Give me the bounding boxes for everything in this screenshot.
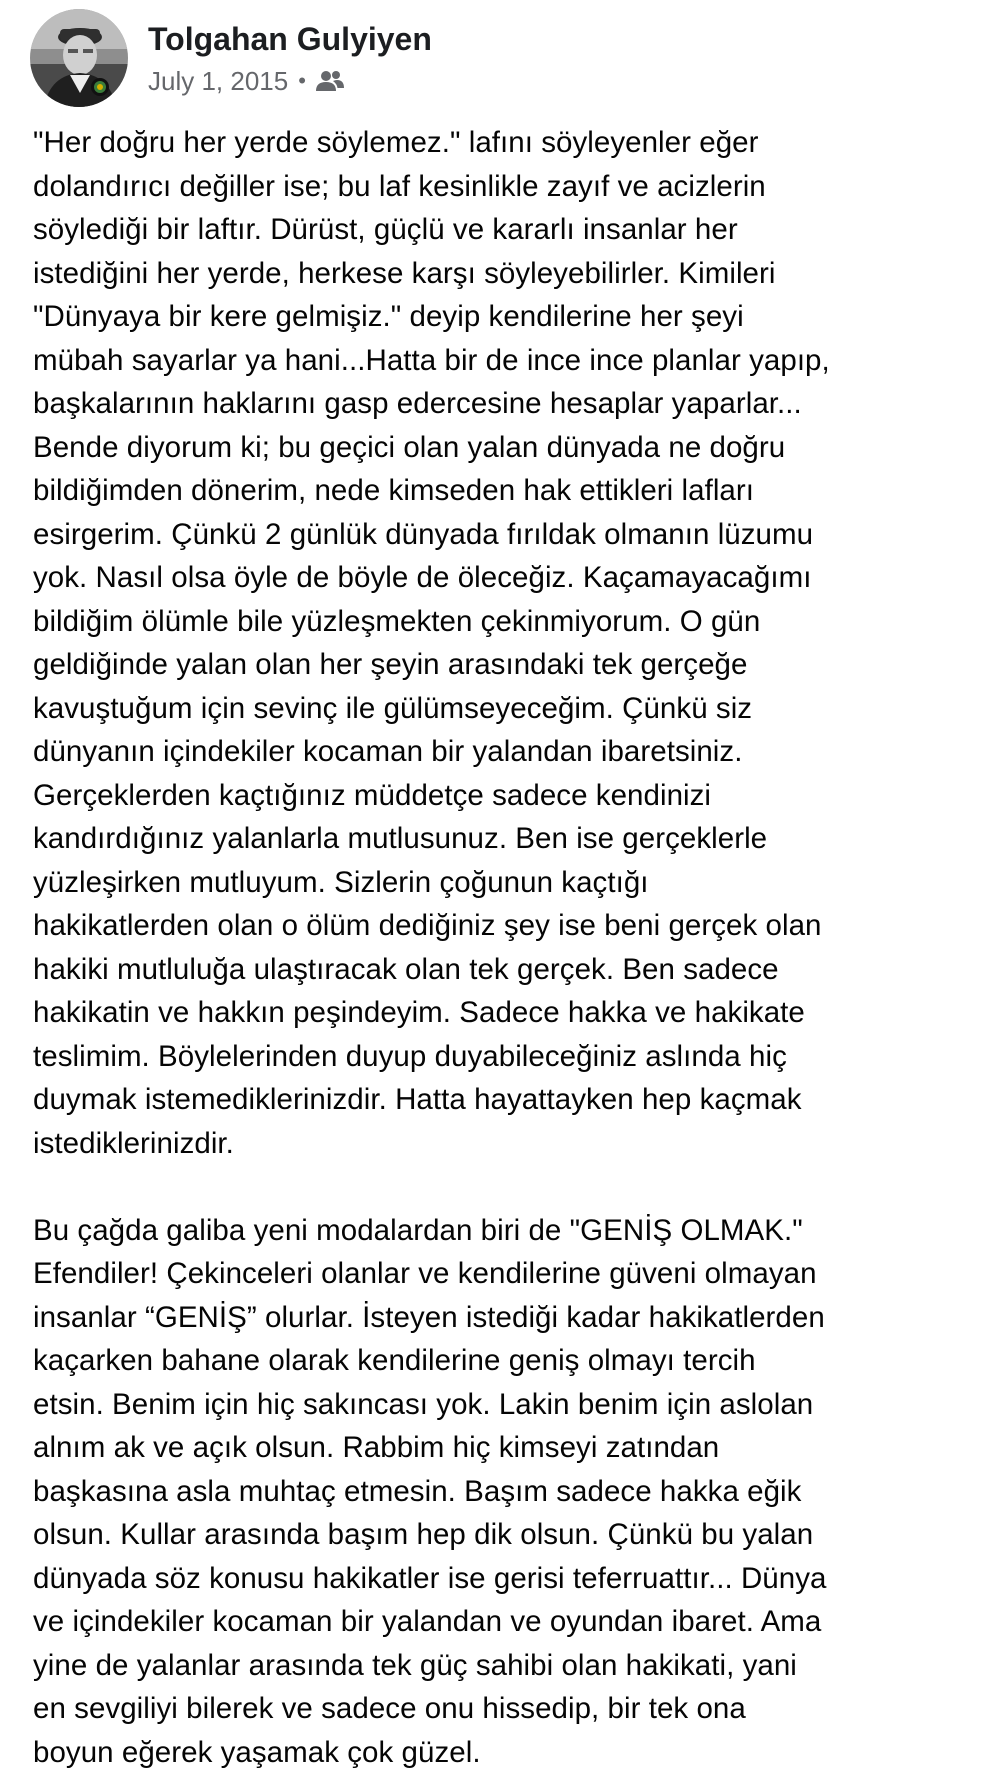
post-paragraph-1: "Her doğru her yerde söylemez." lafını söyleyenler eğer dolandırıcı değiller ise; bu laf kesinlikle zayıf ve acizlerin söylediği bir laftır. Dürüst, güçlü ve kararlı insanlar her istediğini her yerde, herkese karşı söyleyebilirler. Kimileri "Dünyaya bir kere gelmişiz." deyip kendilerine her şeyi mübah sayarlar ya hani...Hatta bir de ince ince planlar yapıp, başkalarının haklarını gasp edercesine hesaplar yaparlar... Bende diyorum ki; bu geçici olan yalan dünyada ne doğru bildiğimden dönerim, nede kimseden hak ettikleri lafları esirgerim. Çünkü 2 günlük dünyada fırıldak olmanın lüzumu yok. Nasıl olsa öyle de böyle de öleceğiz. Kaçamayacağımı bildiğim ölümle bile yüzleşmekten çekinmiyorum. O gün geldiğinde yalan olan her şeyin arasındaki tek gerçeğe kavuştuğum için sevinç ile gülümseyeceğim. Çünkü siz dünyanın içindekiler kocaman bir yalandan ibaretsiniz. Gerçeklerden kaçtığınız müddetçe sadece kendinizi kandırdığınız yalanlarla mutlusunuz. Ben ise gerçeklerle yüzleşirken mutluyum. Sizlerin çoğunun kaçtığı hakikatlerden olan o ölüm dediğiniz şey ise beni gerçek olan hakiki mutluluğa ulaştıracak olan tek gerçek. Ben sadece hakikatin ve hakkın peşindeyim. Sadece hakka ve hakikate teslimim. Böylelerinden duyup duyabileceğiniz aslında hiç duymak istemediklerinizdir. Hatta hayattayken hep kaçmak istediklerinizdir. xyxy=(33,126,830,1160)
avatar[interactable] xyxy=(30,9,128,107)
post-paragraph-2: Bu çağda galiba yeni modalardan biri de "GENİŞ OLMAK." Efendiler! Çekinceleri olanlar ve kendilerine güveni olmayan insanlar “GENİŞ” olurlar. İsteyen istediği kadar hakikatlerden kaçarken bahane olarak kendilerine geniş olmayı tercih etsin. Benim için hiç sakıncası yok. Lakin benim için aslolan alnım ak ve açık olsun. Rabbim hiç kimseyi zatından başkasına asla muhtaç etmesin. Başım sadece hakka eğik olsun. Kullar arasında başım hep dik olsun. Çünkü bu yalan dünyada söz konusu hakikatler ise gerisi teferruattır... Dünya ve içindekiler kocaman bir yalandan ve oyundan ibaret. Ama yine de yalanlar arasında tek güç sahibi olan hakikati, yani en sevgiliyi bilerek ve sadece onu hissedip, bir tek ona boyun eğerek yaşamak çok güzel. xyxy=(33,1213,827,1769)
post-body xyxy=(33,121,978,1774)
post-header xyxy=(30,8,432,108)
post-date[interactable]: July 1, 2015 xyxy=(148,66,289,96)
avatar-photo xyxy=(30,9,128,107)
meta-separator: • xyxy=(298,68,306,93)
author-block xyxy=(148,19,432,97)
post-meta xyxy=(148,65,432,97)
friends-icon[interactable] xyxy=(316,69,344,93)
author-name[interactable]: Tolgahan Gulyiyen xyxy=(148,21,432,57)
